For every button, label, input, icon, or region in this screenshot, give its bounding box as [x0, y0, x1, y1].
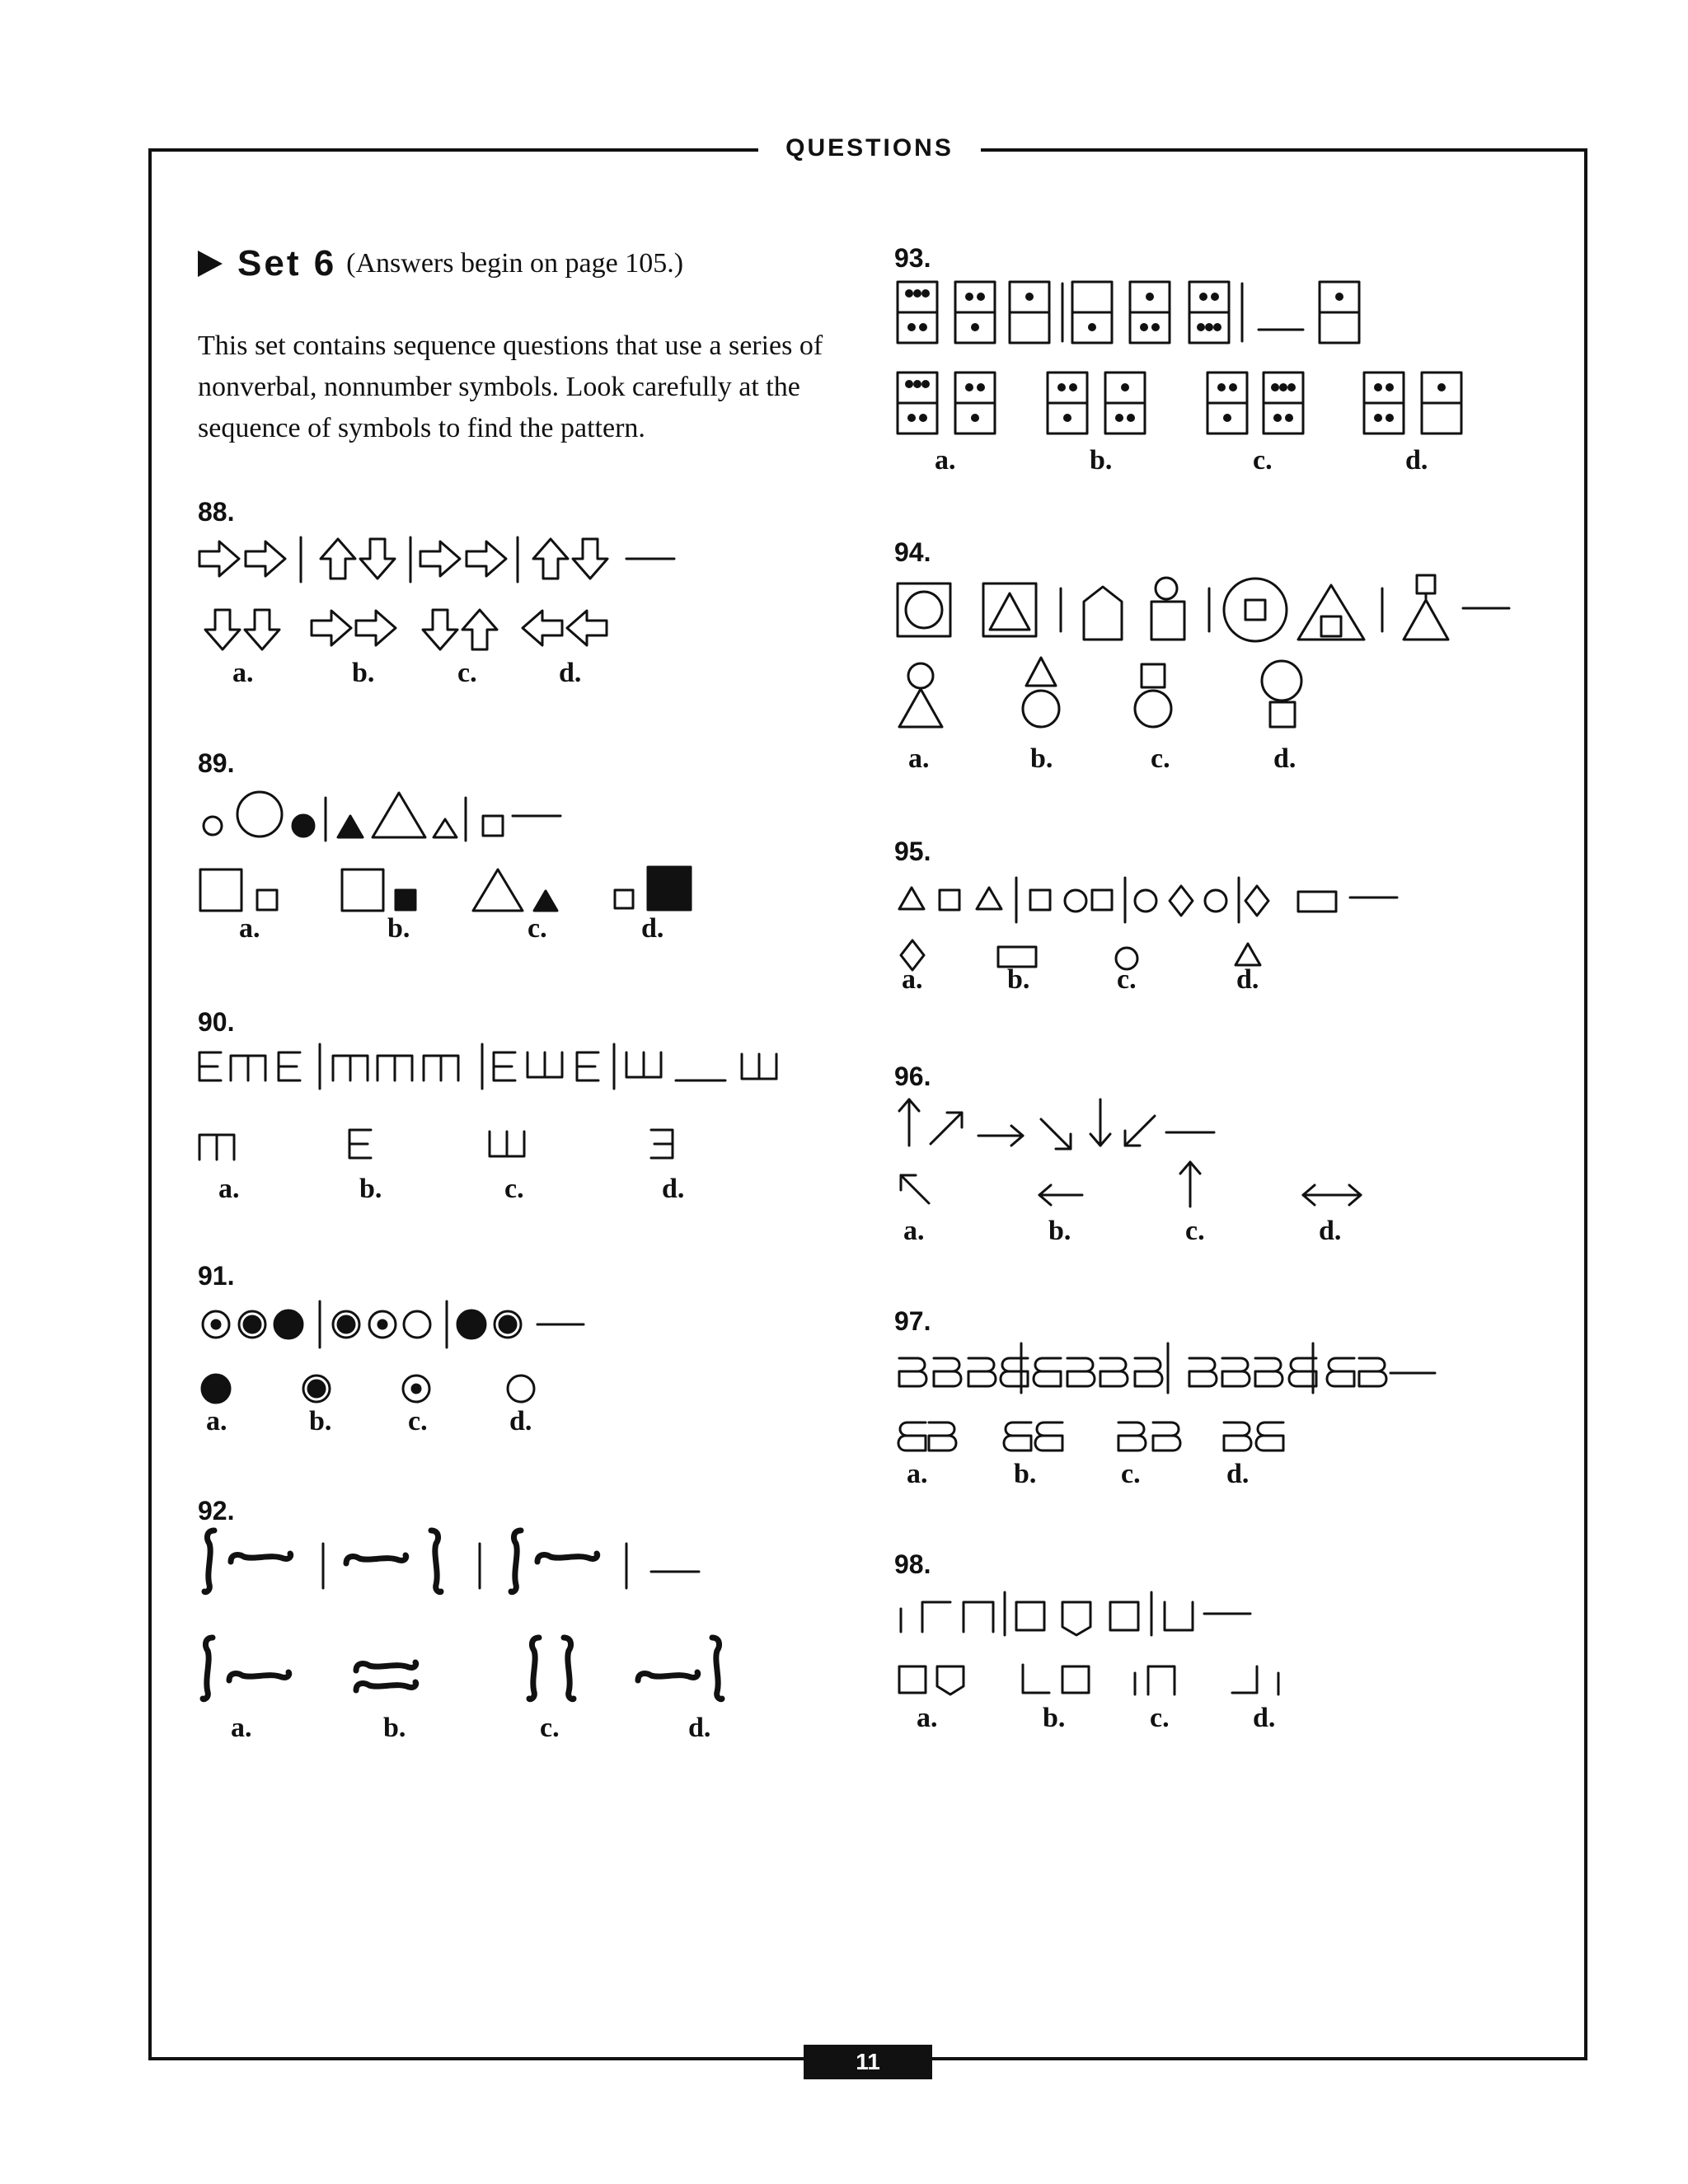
option-label: a.: [206, 1406, 227, 1436]
option-label: c.: [528, 913, 547, 944]
question-number: 97.: [894, 1306, 931, 1336]
option-label: b.: [1090, 445, 1113, 476]
nested-shape-sequence-icon: [894, 569, 1537, 750]
domino-dot-sequence-icon: [894, 279, 1554, 443]
option-label: d.: [662, 1174, 685, 1204]
option-label: d.: [559, 658, 582, 688]
small-shape-sequence-icon: [894, 869, 1422, 985]
option-label: c.: [1185, 1216, 1205, 1246]
option-label: d.: [509, 1406, 532, 1436]
option-label: c.: [457, 658, 477, 688]
option-label: c.: [1151, 743, 1170, 774]
option-label: d.: [1236, 964, 1259, 995]
question-number: 95.: [894, 837, 931, 866]
option-label: d.: [1273, 743, 1296, 774]
option-label: b.: [309, 1406, 332, 1436]
option-label: b.: [387, 913, 410, 944]
set-intro: This set contains sequence questions that use a series of nonverbal, nonnumber symbols. Look carefully at the sequence of symbols to find the pattern.: [198, 330, 823, 443]
option-label: b.: [352, 658, 375, 688]
outline-arrow-sequence-icon: [198, 527, 692, 659]
option-label: b.: [1048, 1216, 1071, 1246]
question-number: 94.: [894, 537, 931, 567]
question-number: 98.: [894, 1549, 931, 1579]
option-label: b.: [1030, 743, 1053, 774]
option-label: c.: [504, 1174, 524, 1204]
option-label: b.: [383, 1713, 406, 1743]
option-label: a.: [903, 1216, 925, 1246]
question-number: 92.: [198, 1496, 235, 1526]
question-number: 89.: [198, 748, 235, 778]
circle-triangle-square-sequence-icon: [198, 783, 709, 915]
answers-note: (Answers begin on page 105.): [346, 248, 684, 279]
option-label: d.: [1253, 1703, 1276, 1733]
option-label: d.: [688, 1713, 711, 1743]
option-label: b.: [1007, 964, 1030, 995]
option-label: a.: [917, 1703, 938, 1733]
rotating-arrow-sequence-icon: [894, 1096, 1438, 1228]
set-title: Set 6: [237, 243, 337, 284]
option-label: a.: [935, 445, 956, 476]
letter-e-rotation-sequence-icon: [198, 1043, 808, 1191]
option-label: d.: [1405, 445, 1428, 476]
option-label: b.: [1043, 1703, 1066, 1733]
option-label: a.: [231, 1713, 252, 1743]
option-label: a.: [239, 913, 260, 944]
option-label: b.: [1014, 1459, 1037, 1489]
option-label: a.: [908, 743, 930, 774]
option-label: c.: [1150, 1703, 1170, 1733]
page-number: 11: [804, 2045, 932, 2079]
question-number: 91.: [198, 1261, 235, 1291]
question-number: 96.: [894, 1062, 931, 1091]
option-label: b.: [359, 1174, 382, 1204]
circle-fill-sequence-icon: [198, 1298, 610, 1413]
option-label: c.: [540, 1713, 560, 1743]
option-label: c.: [1253, 445, 1273, 476]
question-number: 90.: [198, 1007, 235, 1037]
option-label: a.: [907, 1459, 928, 1489]
option-label: d.: [1226, 1459, 1250, 1489]
option-label: c.: [408, 1406, 428, 1436]
question-number: 88.: [198, 497, 235, 527]
building-square-sequence-icon: [894, 1584, 1405, 1708]
option-label: a.: [232, 658, 254, 688]
question-number: 93.: [894, 243, 931, 273]
letter-b-flip-sequence-icon: [894, 1343, 1488, 1467]
section-header: QUESTIONS: [758, 132, 981, 165]
option-label: c.: [1117, 964, 1137, 995]
option-label: d.: [1319, 1216, 1342, 1246]
option-label: d.: [641, 913, 664, 944]
play-triangle-icon: [198, 251, 223, 277]
option-label: c.: [1121, 1459, 1141, 1489]
s-hook-rotation-sequence-icon: [198, 1529, 758, 1727]
option-label: a.: [218, 1174, 240, 1204]
set-heading: [198, 239, 683, 288]
option-label: a.: [902, 964, 923, 995]
